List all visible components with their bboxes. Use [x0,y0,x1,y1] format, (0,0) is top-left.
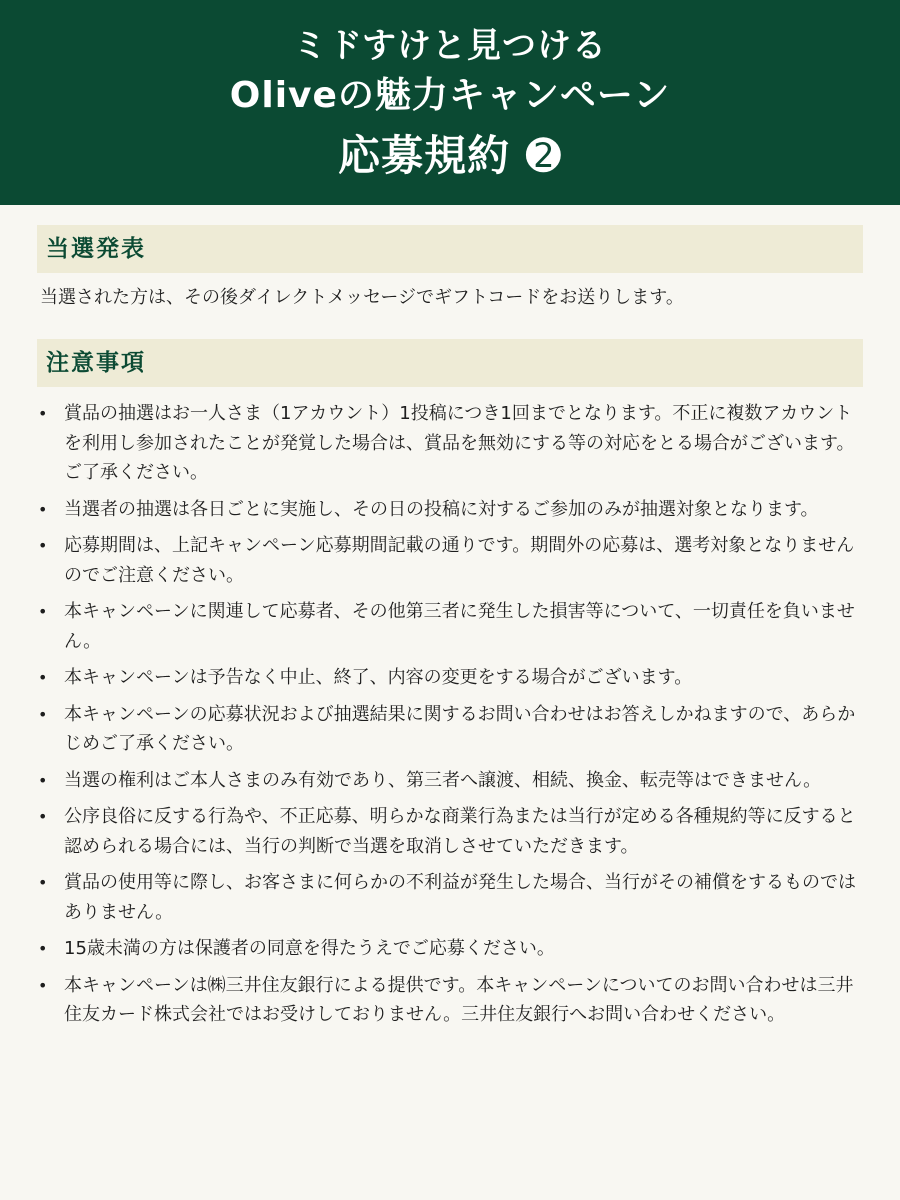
notes-list [0,399,900,1030]
list-item-text: 本キャンペーンに関連して応募者、その他第三者に発生した損害等について、一切責任を負いません。 [64,601,855,652]
list-item [38,971,864,1030]
bullet-icon: • [38,668,48,687]
list-item [38,802,864,861]
list-item [38,700,864,759]
list-item-text: 当選の権利はご本人さまのみ有効であり、第三者へ譲渡、相続、換金、転売等はできません。 [64,769,822,791]
list-item [38,934,864,964]
list-item [38,495,864,525]
list-item-text: 本キャンペーンの応募状況および抽選結果に関するお問い合わせはお答えしかねますので、あらかじめご了承ください。 [64,703,856,754]
list-item [38,399,864,488]
list-item [38,597,864,656]
list-item-text: 本キャンペーンは予告なく中止、終了、内容の変更をする場合がございます。 [64,667,693,688]
list-item-text: 15歳未満の方は保護者の同意を得たうえでご応募ください。 [64,938,555,959]
header-title-line-3: 応募規約 ➋ [338,131,562,180]
list-item [38,868,864,927]
list-item-text: 応募期間は、上記キャンペーン応募期間記載の通りです。期間外の応募は、選考対象となりませんのでご注意ください。 [64,535,855,586]
bullet-icon: • [38,602,48,621]
list-item-text: 本キャンペーンは㈱三井住友銀行による提供です。本キャンペーンについてのお問い合わせは三井住友カード株式会社ではお受けしておりません。三井住友銀行へお問い合わせください。 [64,974,854,1025]
bullet-icon: • [38,770,48,790]
bullet-icon: • [38,939,48,958]
list-item [38,663,864,693]
list-item [38,531,864,590]
bullet-icon: • [38,975,48,995]
bullet-icon: • [38,873,48,892]
list-item-text: 賞品の抽選はお一人さま（1アカウント）1投稿につき1回までとなります。不正に複数アカウントを利用し参加されたことが発覚した場合は、賞品を無効にする等の対応をとる場合がございます。ご了承ください。 [64,403,855,483]
bullet-icon: • [38,536,48,555]
bullet-icon: • [38,404,48,423]
announcement-text: 当選された方は、その後ダイレクトメッセージでギフトコードをお送りします。 [40,287,684,308]
bullet-icon: • [38,807,48,826]
announcement-section-title: 当選発表 [37,225,863,273]
notes-section-title: 注意事項 [37,339,863,387]
bullet-icon: • [38,499,48,519]
list-item-text: 当選者の抽選は各日ごとに実施し、その日の投稿に対するご参加のみが抽選対象となります。 [64,498,819,520]
header-title-line-1: ミドすけと見つける [293,26,607,66]
list-item-text: 公序良俗に反する行為や、不正応募、明らかな商業行為または当行が定める各種規約等に反すると認められる場合には、当行の判断で当選を取消しさせていただきます。 [64,806,856,857]
list-item [38,766,864,796]
bullet-icon: • [38,704,48,724]
header-title-line-2: Oliveの魅力キャンペーン [229,75,671,116]
page-header [0,0,900,205]
list-item-text: 賞品の使用等に際し、お客さまに何らかの不利益が発生した場合、当行がその補償をするものではありません。 [64,872,856,923]
